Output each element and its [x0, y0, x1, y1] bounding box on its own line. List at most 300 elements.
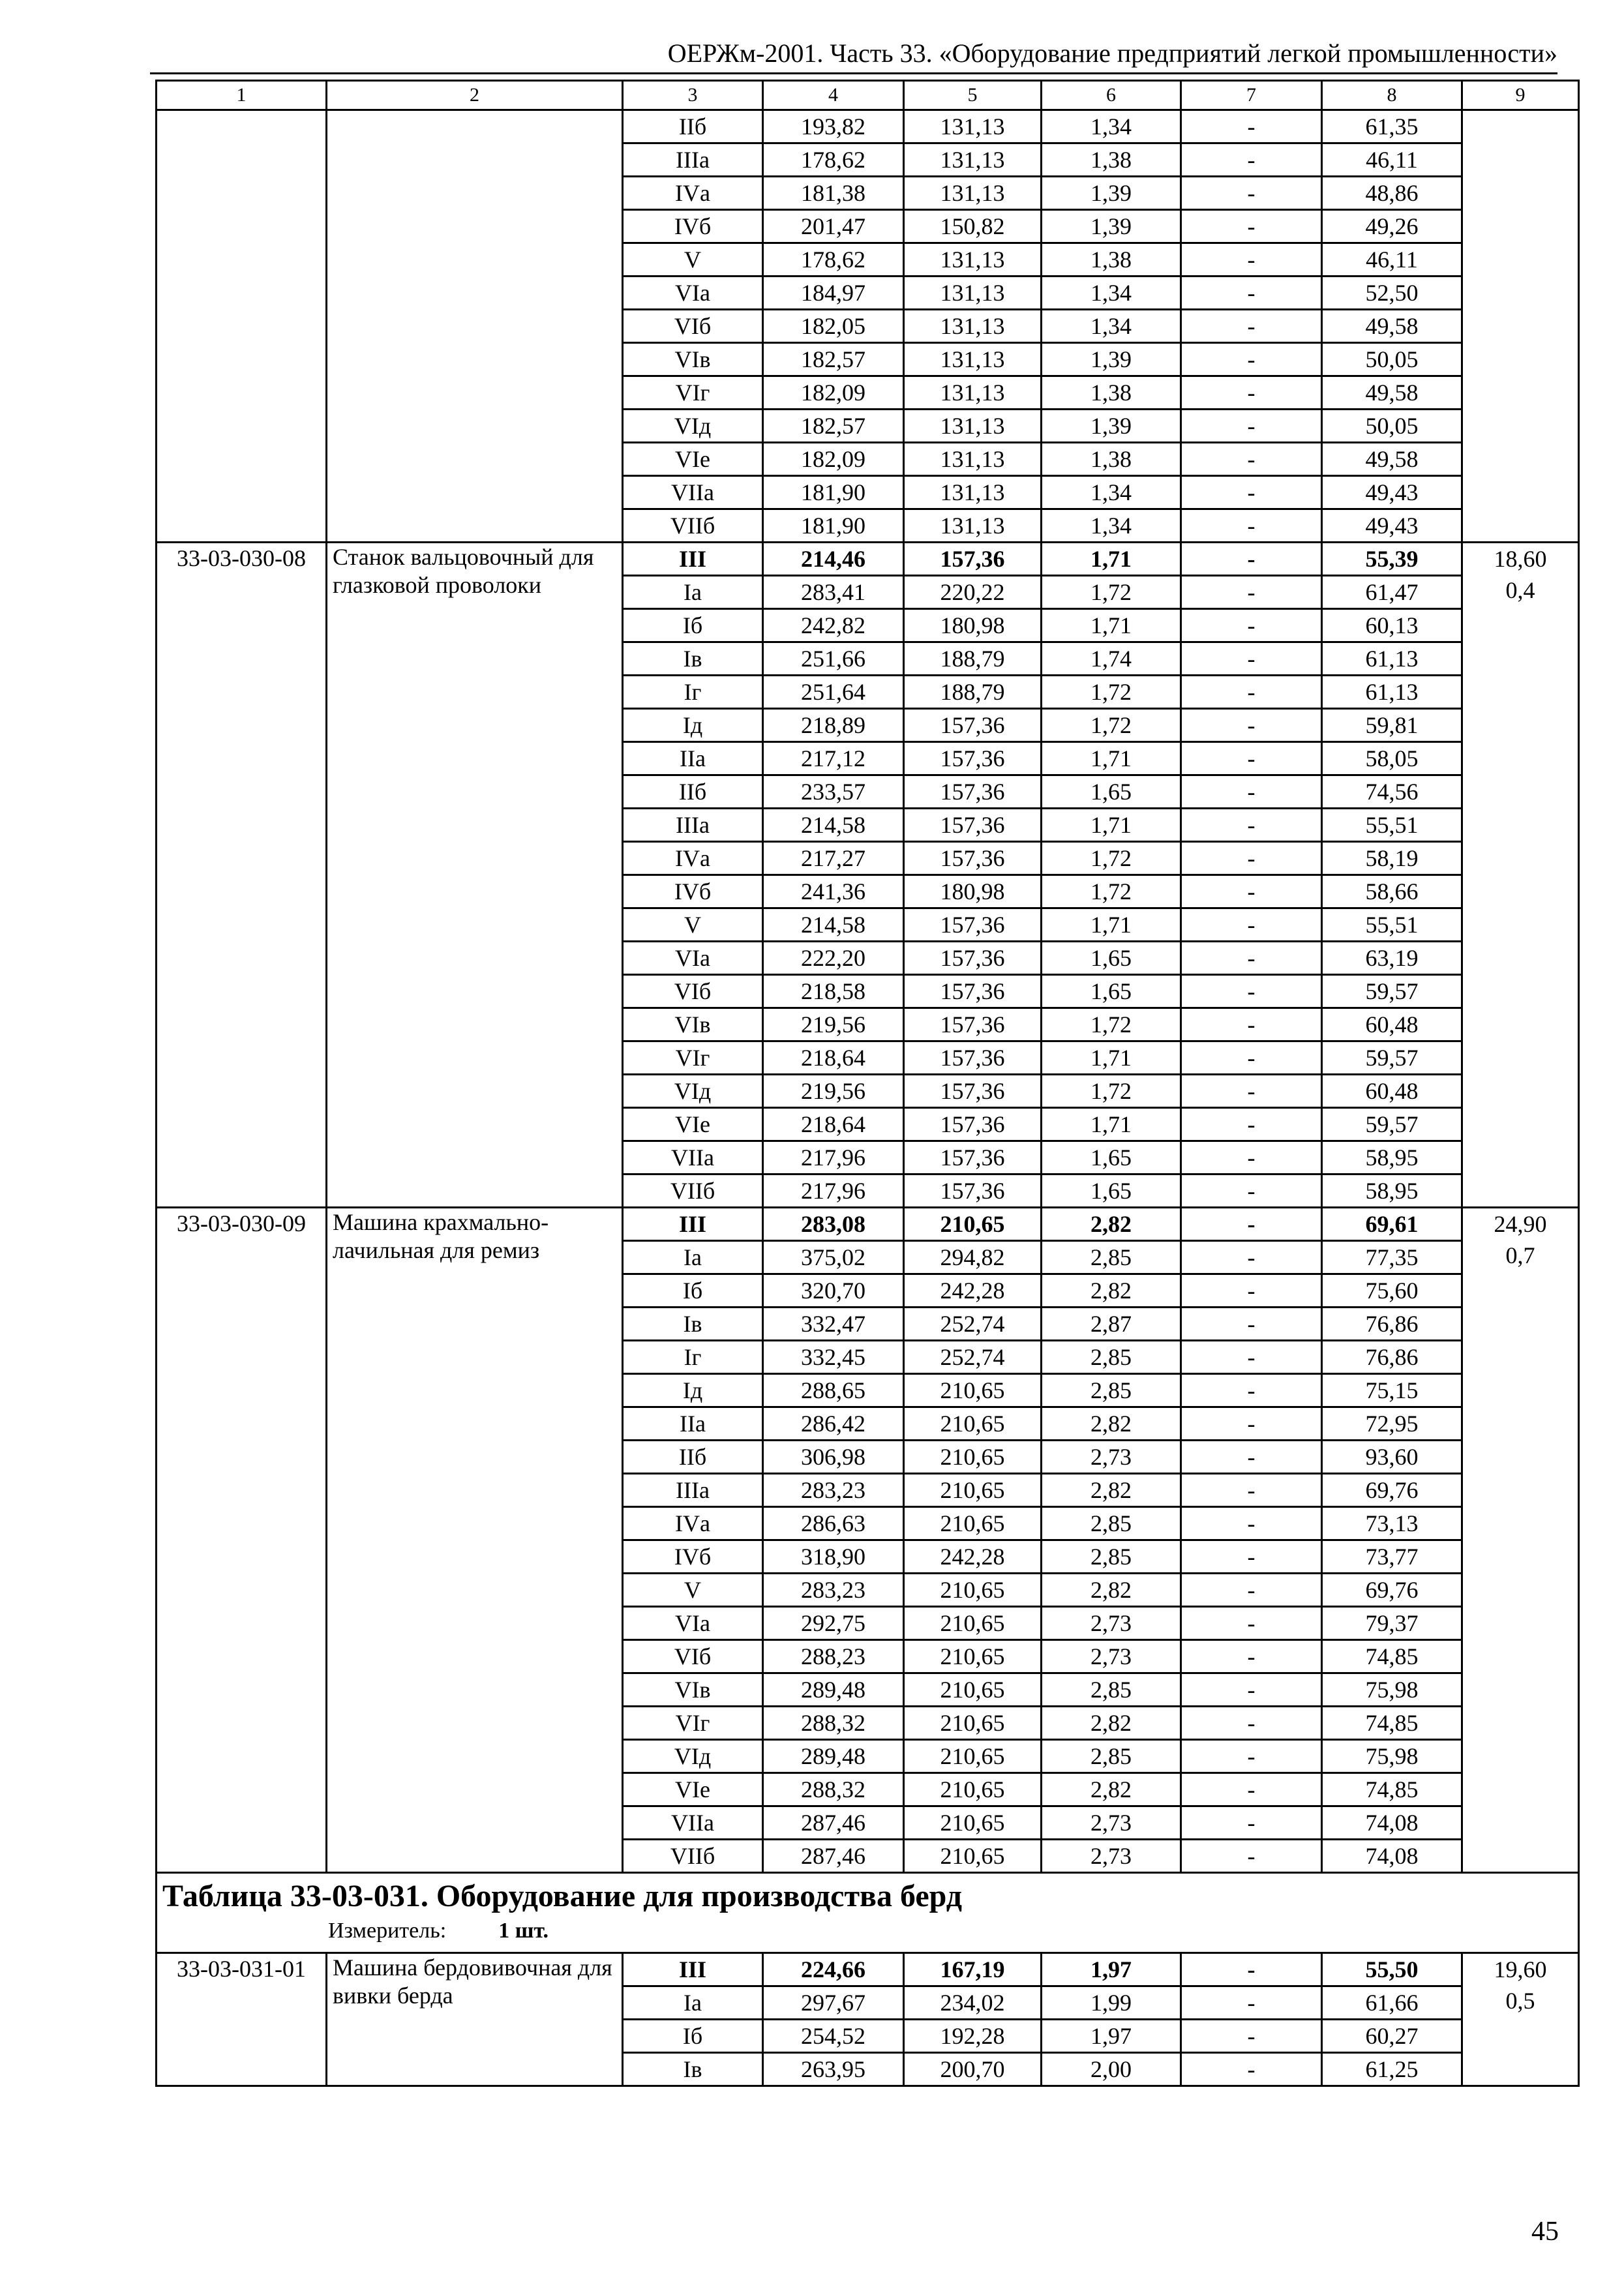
- cell-c3: VIд: [623, 1740, 763, 1773]
- cell-c5: 210,65: [904, 1374, 1042, 1407]
- cell-c3: VIб: [623, 975, 763, 1008]
- cell-c8: 69,76: [1322, 1474, 1462, 1507]
- cell-c5: 242,28: [904, 1274, 1042, 1308]
- cell-c8: 75,98: [1322, 1740, 1462, 1773]
- cell-c4: 375,02: [763, 1241, 904, 1274]
- cell-c7: -: [1181, 1108, 1322, 1141]
- cell-c4: 219,56: [763, 1075, 904, 1108]
- cell-c8: 61,13: [1322, 676, 1462, 709]
- cell-c7: -: [1181, 310, 1322, 343]
- cell-c7: -: [1181, 1840, 1322, 1873]
- cell-c6: 1,34: [1042, 110, 1181, 143]
- cell-c5: 210,65: [904, 1507, 1042, 1540]
- cell-c8: 52,50: [1322, 277, 1462, 310]
- cell-c7: -: [1181, 1474, 1322, 1507]
- cell-c4: 181,90: [763, 509, 904, 543]
- cell-c8: 74,85: [1322, 1707, 1462, 1740]
- cell-c3: IVб: [623, 210, 763, 243]
- cell-c6: 2,85: [1042, 1341, 1181, 1374]
- cell-c5: 210,65: [904, 1840, 1042, 1873]
- cell-c3: IIIа: [623, 143, 763, 177]
- cell-c5: 294,82: [904, 1241, 1042, 1274]
- cell-c8: 50,05: [1322, 410, 1462, 443]
- cell-c4: 184,97: [763, 277, 904, 310]
- cell-c4: 182,57: [763, 343, 904, 376]
- cell-c6: 2,82: [1042, 1474, 1181, 1507]
- cell-c6: 2,85: [1042, 1241, 1181, 1274]
- cell-c3: Iв: [623, 1308, 763, 1341]
- cell-c8: 55,51: [1322, 908, 1462, 942]
- cell-c5: 234,02: [904, 1986, 1042, 2020]
- column-number: 1: [157, 81, 327, 110]
- cell-c7: -: [1181, 1806, 1322, 1840]
- cell-c4: 181,90: [763, 476, 904, 509]
- cell-c3: VIб: [623, 1640, 763, 1673]
- cell-c6: 1,65: [1042, 1174, 1181, 1208]
- cell-c5: 210,65: [904, 1607, 1042, 1640]
- cell-c8: 74,08: [1322, 1806, 1462, 1840]
- cell-c3: VIв: [623, 1673, 763, 1707]
- cell-c4: 224,66: [763, 1953, 904, 1986]
- cell-c8: 93,60: [1322, 1441, 1462, 1474]
- cell-c8: 74,56: [1322, 775, 1462, 809]
- cell-c5: 131,13: [904, 343, 1042, 376]
- cell-c8: 49,26: [1322, 210, 1462, 243]
- cell-c3: Iд: [623, 1374, 763, 1407]
- cell-c3: Iв: [623, 2053, 763, 2086]
- cell-c3: VIа: [623, 1607, 763, 1640]
- item-code: [157, 110, 327, 543]
- cell-c8: 61,13: [1322, 642, 1462, 676]
- unit-label: Измеритель:: [328, 1919, 447, 1943]
- cell-c6: 1,72: [1042, 1008, 1181, 1041]
- cell-c6: 1,72: [1042, 1075, 1181, 1108]
- cell-c8: 50,05: [1322, 343, 1462, 376]
- cell-c6: 1,71: [1042, 1041, 1181, 1075]
- cell-c6: 1,65: [1042, 1141, 1181, 1174]
- cell-c4: 218,64: [763, 1041, 904, 1075]
- cell-c4: 178,62: [763, 143, 904, 177]
- cell-c5: 157,36: [904, 775, 1042, 809]
- cell-c8: 75,98: [1322, 1673, 1462, 1707]
- cell-c6: 1,38: [1042, 143, 1181, 177]
- cell-c3: VIе: [623, 443, 763, 476]
- cell-c8: 48,86: [1322, 177, 1462, 210]
- cell-c7: -: [1181, 376, 1322, 410]
- cell-c5: 210,65: [904, 1574, 1042, 1607]
- cell-c4: 217,27: [763, 842, 904, 875]
- page-header: ОЕРЖм-2001. Часть 33. «Оборудование предприятий легкой промышленности»: [667, 38, 1557, 68]
- cell-c3: Iб: [623, 2020, 763, 2053]
- cell-c6: 2,73: [1042, 1607, 1181, 1640]
- cell-c7: -: [1181, 1274, 1322, 1308]
- cell-c6: 2,87: [1042, 1308, 1181, 1341]
- cell-c5: 210,65: [904, 1773, 1042, 1806]
- cell-c5: 200,70: [904, 2053, 1042, 2086]
- cell-c6: 2,85: [1042, 1374, 1181, 1407]
- cell-c8: 59,57: [1322, 975, 1462, 1008]
- cell-c4: 287,46: [763, 1806, 904, 1840]
- cell-c6: 2,82: [1042, 1574, 1181, 1607]
- cell-c4: 251,66: [763, 642, 904, 676]
- cell-c7: -: [1181, 543, 1322, 576]
- cell-c4: 297,67: [763, 1986, 904, 2020]
- cell-c6: 2,82: [1042, 1707, 1181, 1740]
- cell-c3: VIд: [623, 1075, 763, 1108]
- cell-c3: VIIб: [623, 1840, 763, 1873]
- cell-c7: -: [1181, 343, 1322, 376]
- cell-c7: -: [1181, 1540, 1322, 1574]
- cell-c7: -: [1181, 110, 1322, 143]
- cell-c4: 218,58: [763, 975, 904, 1008]
- cell-c7: -: [1181, 1008, 1322, 1041]
- cell-c5: 210,65: [904, 1407, 1042, 1441]
- cell-c3: IIа: [623, 1407, 763, 1441]
- cell-c7: -: [1181, 2053, 1322, 2086]
- cell-c8: 58,95: [1322, 1174, 1462, 1208]
- cell-c3: III: [623, 1953, 763, 1986]
- cell-c3: IVб: [623, 875, 763, 908]
- cell-c8: 59,57: [1322, 1108, 1462, 1141]
- cell-c4: 263,95: [763, 2053, 904, 2086]
- cell-c4: 283,08: [763, 1208, 904, 1241]
- cell-c8: 55,39: [1322, 543, 1462, 576]
- cell-c7: -: [1181, 875, 1322, 908]
- cell-c3: VIа: [623, 277, 763, 310]
- cell-c3: Iа: [623, 576, 763, 609]
- cell-c6: 1,39: [1042, 343, 1181, 376]
- cell-c3: VIв: [623, 1008, 763, 1041]
- cell-c7: -: [1181, 1141, 1322, 1174]
- cell-c7: -: [1181, 1075, 1322, 1108]
- cell-c6: 2,82: [1042, 1773, 1181, 1806]
- cell-c7: -: [1181, 609, 1322, 642]
- cell-c6: 2,85: [1042, 1673, 1181, 1707]
- cell-c3: III: [623, 1208, 763, 1241]
- cell-c4: 182,05: [763, 310, 904, 343]
- cell-c6: 1,71: [1042, 908, 1181, 942]
- cell-c6: 1,71: [1042, 609, 1181, 642]
- cell-c4: 233,57: [763, 775, 904, 809]
- page-number: 45: [1531, 2217, 1559, 2247]
- cell-c7: -: [1181, 1673, 1322, 1707]
- cell-c3: Iа: [623, 1241, 763, 1274]
- cell-c4: 288,32: [763, 1773, 904, 1806]
- cell-c8: 74,85: [1322, 1773, 1462, 1806]
- cell-c3: V: [623, 243, 763, 277]
- cell-c4: 214,58: [763, 908, 904, 942]
- cell-c7: -: [1181, 2020, 1322, 2053]
- cell-c8: 59,57: [1322, 1041, 1462, 1075]
- cell-c3: Iв: [623, 642, 763, 676]
- cell-c4: 201,47: [763, 210, 904, 243]
- cell-c7: -: [1181, 1441, 1322, 1474]
- column-number: 4: [763, 81, 904, 110]
- cell-c3: IIIа: [623, 1474, 763, 1507]
- cell-c4: 289,48: [763, 1740, 904, 1773]
- cell-c3: IVа: [623, 842, 763, 875]
- cell-c3: VIIа: [623, 476, 763, 509]
- item-code: 33-03-031-01: [157, 1953, 327, 2086]
- cell-c5: 131,13: [904, 143, 1042, 177]
- cell-c5: 157,36: [904, 908, 1042, 942]
- cell-c4: 286,42: [763, 1407, 904, 1441]
- cell-c3: VIг: [623, 376, 763, 410]
- cell-c8: 77,35: [1322, 1241, 1462, 1274]
- cell-c5: 131,13: [904, 476, 1042, 509]
- cell-c7: -: [1181, 443, 1322, 476]
- cell-c4: 193,82: [763, 110, 904, 143]
- cell-c6: 1,34: [1042, 277, 1181, 310]
- col9-value: 24,90: [1494, 1211, 1547, 1237]
- cell-c5: 157,36: [904, 1174, 1042, 1208]
- cell-c3: III: [623, 543, 763, 576]
- cell-c8: 73,77: [1322, 1540, 1462, 1574]
- section-heading: [157, 1873, 1579, 1953]
- cell-c8: 55,50: [1322, 1953, 1462, 1986]
- cell-c8: 60,48: [1322, 1075, 1462, 1108]
- cell-c7: -: [1181, 1640, 1322, 1673]
- cell-c6: 2,82: [1042, 1274, 1181, 1308]
- cell-c7: -: [1181, 975, 1322, 1008]
- column-number: 5: [904, 81, 1042, 110]
- cell-c5: 157,36: [904, 543, 1042, 576]
- cell-c4: 222,20: [763, 942, 904, 975]
- cell-c6: 2,82: [1042, 1208, 1181, 1241]
- cell-c6: 1,72: [1042, 709, 1181, 742]
- item-col9: [1462, 110, 1579, 543]
- cell-c6: 1,71: [1042, 543, 1181, 576]
- cell-c4: 254,52: [763, 2020, 904, 2053]
- cell-c8: 60,48: [1322, 1008, 1462, 1041]
- cell-c6: 2,73: [1042, 1840, 1181, 1873]
- cell-c8: 60,13: [1322, 609, 1462, 642]
- cell-c3: VIIа: [623, 1806, 763, 1840]
- cell-c6: 1,38: [1042, 443, 1181, 476]
- cell-c5: 167,19: [904, 1953, 1042, 1986]
- cell-c5: 157,36: [904, 942, 1042, 975]
- cell-c4: 283,23: [763, 1474, 904, 1507]
- cell-c6: 1,72: [1042, 842, 1181, 875]
- cell-c7: -: [1181, 809, 1322, 842]
- col9-value: 18,60: [1494, 546, 1547, 572]
- item-code: 33-03-030-08: [157, 543, 327, 1208]
- cell-c7: -: [1181, 908, 1322, 942]
- cell-c6: 2,82: [1042, 1407, 1181, 1441]
- cell-c4: 181,38: [763, 177, 904, 210]
- cell-c5: 131,13: [904, 177, 1042, 210]
- cell-c5: 210,65: [904, 1640, 1042, 1673]
- cell-c4: 289,48: [763, 1673, 904, 1707]
- cell-c6: 1,71: [1042, 809, 1181, 842]
- cell-c8: 49,58: [1322, 310, 1462, 343]
- cell-c5: 210,65: [904, 1740, 1042, 1773]
- cell-c4: 292,75: [763, 1607, 904, 1640]
- cell-c6: 2,85: [1042, 1740, 1181, 1773]
- cell-c4: 332,47: [763, 1308, 904, 1341]
- cell-c6: 1,97: [1042, 2020, 1181, 2053]
- column-number: 6: [1042, 81, 1181, 110]
- cell-c4: 320,70: [763, 1274, 904, 1308]
- cell-c4: 287,46: [763, 1840, 904, 1873]
- cell-c3: VIIб: [623, 1174, 763, 1208]
- cell-c5: 210,65: [904, 1474, 1042, 1507]
- cell-c3: Iг: [623, 1341, 763, 1374]
- cell-c6: 1,34: [1042, 310, 1181, 343]
- cell-c3: Iб: [623, 609, 763, 642]
- cell-c4: 242,82: [763, 609, 904, 642]
- cell-c4: 218,89: [763, 709, 904, 742]
- cell-c8: 69,61: [1322, 1208, 1462, 1241]
- cell-c3: IIIа: [623, 809, 763, 842]
- cell-c7: -: [1181, 1308, 1322, 1341]
- cell-c8: 59,81: [1322, 709, 1462, 742]
- cell-c7: -: [1181, 243, 1322, 277]
- header-rule: [150, 72, 1557, 74]
- cell-c4: 178,62: [763, 243, 904, 277]
- cell-c3: Iг: [623, 676, 763, 709]
- cell-c5: 157,36: [904, 742, 1042, 775]
- cell-c4: 219,56: [763, 1008, 904, 1041]
- cell-c5: 131,13: [904, 243, 1042, 277]
- column-number: 9: [1462, 81, 1579, 110]
- cell-c7: -: [1181, 1341, 1322, 1374]
- cell-c7: -: [1181, 1986, 1322, 2020]
- cell-c8: 58,19: [1322, 842, 1462, 875]
- cell-c7: -: [1181, 1407, 1322, 1441]
- cell-c3: IIб: [623, 110, 763, 143]
- cell-c7: -: [1181, 1953, 1322, 1986]
- table-row: [157, 1953, 1579, 1986]
- cell-c5: 131,13: [904, 509, 1042, 543]
- cell-c5: 180,98: [904, 609, 1042, 642]
- cell-c3: IVа: [623, 177, 763, 210]
- cell-c5: 242,28: [904, 1540, 1042, 1574]
- item-col9: [1462, 543, 1579, 1208]
- cell-c5: 180,98: [904, 875, 1042, 908]
- cell-c5: 210,65: [904, 1441, 1042, 1474]
- cell-c6: 1,39: [1042, 177, 1181, 210]
- cell-c4: 218,64: [763, 1108, 904, 1141]
- cell-c4: 288,32: [763, 1707, 904, 1740]
- cell-c8: 60,27: [1322, 2020, 1462, 2053]
- cell-c8: 74,85: [1322, 1640, 1462, 1673]
- cell-c6: 1,65: [1042, 775, 1181, 809]
- cell-c4: 288,65: [763, 1374, 904, 1407]
- cell-c5: 131,13: [904, 110, 1042, 143]
- cell-c8: 79,37: [1322, 1607, 1462, 1640]
- cell-c7: -: [1181, 775, 1322, 809]
- column-number: 2: [327, 81, 623, 110]
- cell-c6: 1,99: [1042, 1986, 1181, 2020]
- cell-c8: 74,08: [1322, 1840, 1462, 1873]
- col9-value: 0,4: [1505, 577, 1535, 603]
- unit-value: 1 шт.: [498, 1919, 549, 1943]
- cell-c7: -: [1181, 576, 1322, 609]
- cell-c6: 1,72: [1042, 676, 1181, 709]
- cell-c7: -: [1181, 1740, 1322, 1773]
- cell-c8: 61,66: [1322, 1986, 1462, 2020]
- cell-c7: -: [1181, 476, 1322, 509]
- cell-c4: 318,90: [763, 1540, 904, 1574]
- cell-c6: 1,71: [1042, 742, 1181, 775]
- cell-c5: 157,36: [904, 1008, 1042, 1041]
- cell-c7: -: [1181, 509, 1322, 543]
- cell-c5: 157,36: [904, 1075, 1042, 1108]
- rates-table: [155, 80, 1580, 2087]
- cell-c6: 1,72: [1042, 576, 1181, 609]
- section-row: [157, 1873, 1579, 1953]
- cell-c7: -: [1181, 942, 1322, 975]
- cell-c4: 241,36: [763, 875, 904, 908]
- cell-c8: 61,47: [1322, 576, 1462, 609]
- cell-c3: V: [623, 1574, 763, 1607]
- cell-c8: 58,05: [1322, 742, 1462, 775]
- cell-c5: 131,13: [904, 310, 1042, 343]
- cell-c5: 210,65: [904, 1707, 1042, 1740]
- table-body: [157, 81, 1579, 2086]
- cell-c5: 252,74: [904, 1308, 1042, 1341]
- cell-c5: 157,36: [904, 1041, 1042, 1075]
- cell-c5: 157,36: [904, 842, 1042, 875]
- column-number: 8: [1322, 81, 1462, 110]
- cell-c8: 72,95: [1322, 1407, 1462, 1441]
- cell-c7: -: [1181, 1507, 1322, 1540]
- cell-c6: 1,65: [1042, 975, 1181, 1008]
- cell-c7: -: [1181, 642, 1322, 676]
- cell-c5: 131,13: [904, 376, 1042, 410]
- cell-c4: 214,58: [763, 809, 904, 842]
- cell-c3: VIг: [623, 1041, 763, 1075]
- cell-c7: -: [1181, 143, 1322, 177]
- cell-c3: VIе: [623, 1108, 763, 1141]
- item-col9: [1462, 1953, 1579, 2086]
- cell-c6: 1,39: [1042, 210, 1181, 243]
- cell-c4: 217,96: [763, 1174, 904, 1208]
- cell-c7: -: [1181, 742, 1322, 775]
- cell-c3: VIг: [623, 1707, 763, 1740]
- cell-c3: IIа: [623, 742, 763, 775]
- cell-c4: 288,23: [763, 1640, 904, 1673]
- cell-c8: 58,66: [1322, 875, 1462, 908]
- cell-c6: 2,00: [1042, 2053, 1181, 2086]
- cell-c7: -: [1181, 210, 1322, 243]
- cell-c3: V: [623, 908, 763, 942]
- cell-c7: -: [1181, 1174, 1322, 1208]
- cell-c4: 182,57: [763, 410, 904, 443]
- cell-c3: VIе: [623, 1773, 763, 1806]
- cell-c4: 251,64: [763, 676, 904, 709]
- item-name: Машина крахмально-лачильная для ремиз: [327, 1208, 623, 1873]
- cell-c7: -: [1181, 410, 1322, 443]
- cell-c4: 214,46: [763, 543, 904, 576]
- cell-c7: -: [1181, 1773, 1322, 1806]
- table-row: [157, 543, 1579, 576]
- cell-c8: 49,58: [1322, 376, 1462, 410]
- item-name: Машина бердовивочная для вивки берда: [327, 1953, 623, 2086]
- cell-c5: 131,13: [904, 443, 1042, 476]
- cell-c8: 63,19: [1322, 942, 1462, 975]
- column-number: 7: [1181, 81, 1322, 110]
- cell-c6: 2,73: [1042, 1441, 1181, 1474]
- cell-c6: 1,34: [1042, 509, 1181, 543]
- cell-c8: 73,13: [1322, 1507, 1462, 1540]
- item-name: [327, 110, 623, 543]
- cell-c3: VIIб: [623, 509, 763, 543]
- cell-c3: IVа: [623, 1507, 763, 1540]
- cell-c7: -: [1181, 676, 1322, 709]
- cell-c7: -: [1181, 1374, 1322, 1407]
